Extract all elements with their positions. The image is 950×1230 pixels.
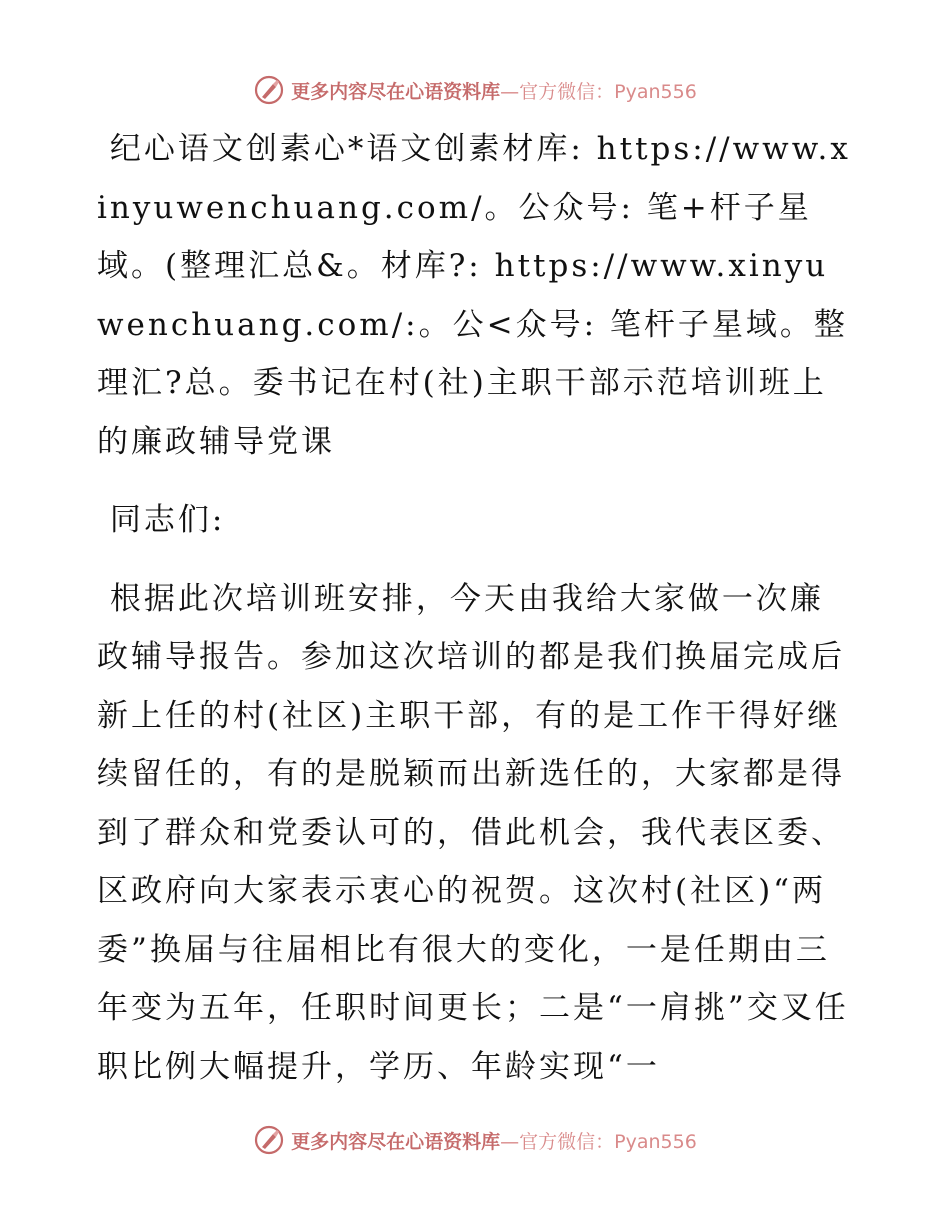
pen-logo-icon: [253, 74, 285, 106]
watermark-brand: 更多内容尽在心语资料库: [291, 80, 501, 103]
document-body: [97, 120, 857, 1096]
body-paragraph: 根据此次培训班安排，今天由我给大家做一次廉政辅导报告。参加这次培训的都是我们换届完成后新上任的村(社区)主职干部，有的是工作干得好继续留任的，有的是脱颖而出新选任的，大家都是得到了群众和党委认可的，借此机会，我代表区委、区政府向大家表示衷心的祝贺。这次村(社区)“两委”换届与往届相比有很大的变化，一是任期由三年变为五年，任职时间更长；二是“一肩挑”交叉任职比例大幅提升，学历、年龄实现“一: [97, 580, 849, 1085]
footer-watermark: [0, 1120, 950, 1160]
document-title-paragraph: 纪心语文创素心*语文创素材库: https://www.xinyuwenchuang.com/。公众号: 笔+杆子星域。(整理汇总&。材库?: https://www.xinyuwenchuang.com/:。公<众号: 笔杆子星域。整理汇?总。委书记在村(社)主职干部示范培训班上的廉政辅导党课: [97, 131, 851, 460]
header-watermark: [0, 70, 950, 110]
pen-logo-icon: [253, 1124, 285, 1156]
watermark-contact: 官方微信：Pyan556: [519, 80, 697, 103]
salutation-paragraph: 同志们:: [97, 502, 226, 538]
watermark-dash: —: [500, 80, 520, 103]
watermark-dash: —: [500, 1130, 520, 1153]
watermark-brand: 更多内容尽在心语资料库: [291, 1130, 501, 1153]
watermark-contact: 官方微信：Pyan556: [519, 1130, 697, 1153]
